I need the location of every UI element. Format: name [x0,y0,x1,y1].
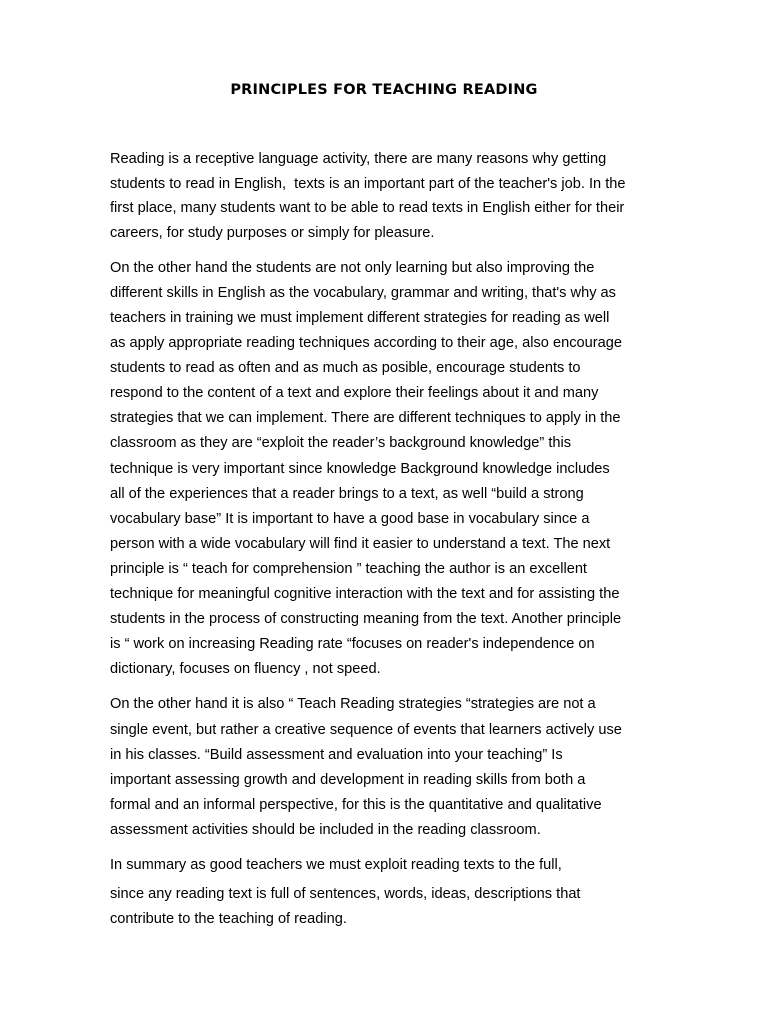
text-line: strategies that we can implement. There are different techniques to apply in the [110,410,621,426]
text-line: assessment activities should be included in the reading classroom. [110,822,541,838]
text-line: technique for meaningful cognitive interaction with the text and for assisting the [110,586,620,602]
text-line: different skills in English as the vocabulary, grammar and writing, that's why as [110,285,616,301]
text-line: careers, for study purposes or simply for pleasure. [110,225,435,241]
page-title: PRINCIPLES FOR TEACHING READING [230,82,538,98]
text-line: students in the process of constructing meaning from the text. Another principle [110,611,622,627]
text-line: principle is “ teach for comprehension ” teaching the author is an excellent [110,561,587,577]
text-line: in his classes. “Build assessment and evaluation into your teaching” Is [110,747,563,763]
text-line: person with a wide vocabulary will find it easier to understand a text. The next [110,536,611,552]
text-line: formal and an informal perspective, for this is the quantitative and qualitative [110,797,602,813]
text-line: On the other hand the students are not only learning but also improving the [110,260,595,276]
text-line: respond to the content of a text and explore their feelings about it and many [110,385,599,401]
text-line: students to read in English, texts is an important part of the teacher's job. In the [110,176,626,192]
text-line: since any reading text is full of sentences, words, ideas, descriptions that [110,886,581,902]
text-line: On the other hand it is also “ Teach Reading strategies “strategies are not a [110,696,596,712]
text-line: Reading is a receptive language activity, there are many reasons why getting [110,151,607,167]
text-line: dictionary, focuses on fluency , not speed. [110,661,381,677]
text-line: In summary as good teachers we must exploit reading texts to the full, [110,857,562,873]
text-line: vocabulary base” It is important to have a good base in vocabulary since a [110,511,590,527]
text-line: as apply appropriate reading techniques according to their age, also encourage [110,335,622,351]
text-line: all of the experiences that a reader brings to a text, as well “build a strong [110,486,584,502]
text-line: important assessing growth and development in reading skills from both a [110,772,586,788]
text-line: technique is very important since knowledge Background knowledge includes [110,461,610,477]
text-line: single event, but rather a creative sequence of events that learners actively use [110,722,622,738]
text-line: contribute to the teaching of reading. [110,911,347,927]
text-line: first place, many students want to be able to read texts in English either for their [110,200,625,216]
text-line: is “ work on increasing Reading rate “focuses on reader's independence on [110,636,595,652]
text-line: teachers in training we must implement different strategies for reading as well [110,310,610,326]
text-line: students to read as often and as much as posible, encourage students to [110,360,581,376]
text-line: classroom as they are “exploit the reader’s background knowledge” this [110,435,572,451]
